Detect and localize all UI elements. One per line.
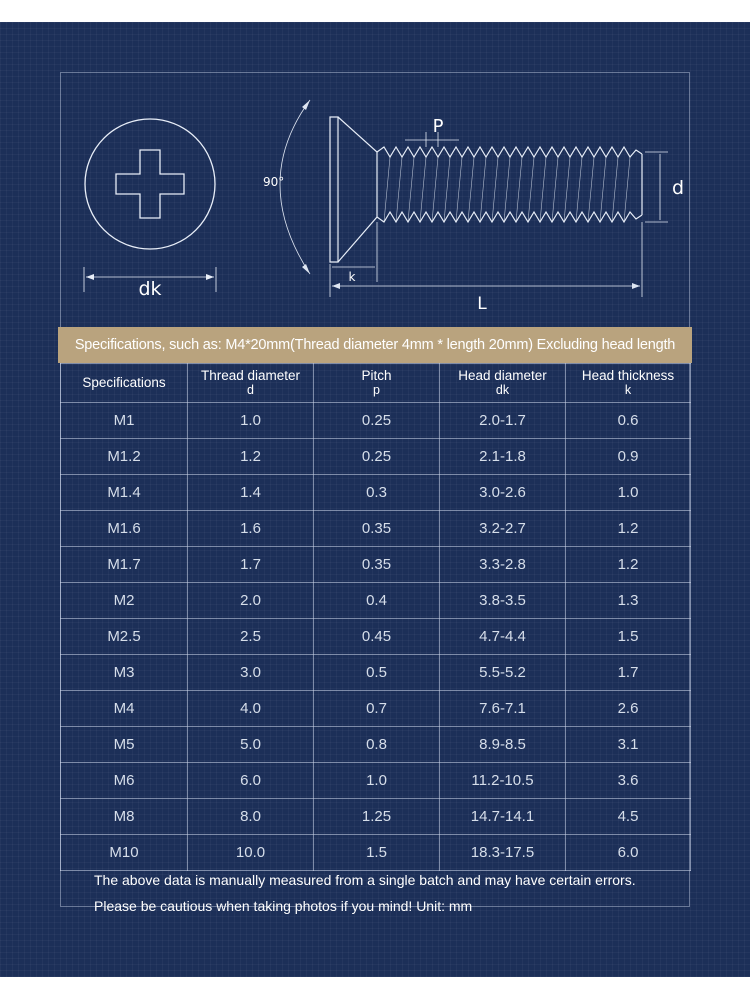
- table-cell: 11.2-10.5: [440, 763, 566, 799]
- diameter-label: d: [671, 177, 685, 199]
- specification-table: [60, 363, 691, 871]
- table-cell: 6.0: [566, 835, 691, 871]
- specification-banner: Specifications, such as: M4*20mm(Thread diameter 4mm * length 20mm) Excluding head length: [58, 327, 692, 363]
- screw-diagram: [0, 22, 750, 322]
- table-row: [61, 439, 691, 475]
- column-header: [566, 364, 691, 403]
- table-cell: 0.25: [314, 439, 440, 475]
- table-cell: M4: [61, 691, 188, 727]
- table-cell: 2.0-1.7: [440, 403, 566, 439]
- table-cell: 5.5-5.2: [440, 655, 566, 691]
- table-cell: 1.4: [188, 475, 314, 511]
- table-row: [61, 763, 691, 799]
- column-header-label: Specifications: [82, 375, 166, 390]
- phillips-cross-icon: [116, 150, 184, 218]
- table-cell: 1.5: [314, 835, 440, 871]
- table-cell: 0.3: [314, 475, 440, 511]
- table-cell: 7.6-7.1: [440, 691, 566, 727]
- column-header: [440, 364, 566, 403]
- table-cell: 0.6: [566, 403, 691, 439]
- table-cell: 4.5: [566, 799, 691, 835]
- table-cell: 3.0: [188, 655, 314, 691]
- column-header-label: Head thickness: [581, 368, 675, 383]
- column-header: [61, 364, 188, 403]
- table-cell: 0.8: [314, 727, 440, 763]
- table-cell: 0.25: [314, 403, 440, 439]
- table-row: [61, 655, 691, 691]
- table-cell: 10.0: [188, 835, 314, 871]
- table-cell: 3.3-2.8: [440, 547, 566, 583]
- table-row: [61, 835, 691, 871]
- table-cell: 0.5: [314, 655, 440, 691]
- column-header: [188, 364, 314, 403]
- table-body: [61, 403, 691, 871]
- table-cell: 8.0: [188, 799, 314, 835]
- table-cell: 1.7: [188, 547, 314, 583]
- column-header-label: Thread diameter: [200, 368, 301, 383]
- table-cell: 3.0-2.6: [440, 475, 566, 511]
- table-row: [61, 547, 691, 583]
- screw-head-top-view: [84, 119, 216, 292]
- table-cell: 1.2: [188, 439, 314, 475]
- table-cell: 3.6: [566, 763, 691, 799]
- table-cell: M1.6: [61, 511, 188, 547]
- column-header-label: Head diameter: [458, 368, 547, 383]
- table-cell: M10: [61, 835, 188, 871]
- table-cell: 0.4: [314, 583, 440, 619]
- k-label: k: [348, 270, 356, 284]
- table-cell: 2.5: [188, 619, 314, 655]
- table-row: [61, 475, 691, 511]
- table-cell: M3: [61, 655, 188, 691]
- blueprint-background: [0, 22, 750, 977]
- column-header-symbol: d: [247, 383, 254, 397]
- table-cell: 1.0: [314, 763, 440, 799]
- table-cell: 1.25: [314, 799, 440, 835]
- column-header-label: Pitch: [361, 368, 392, 383]
- table-cell: 1.2: [566, 511, 691, 547]
- table-cell: 14.7-14.1: [440, 799, 566, 835]
- column-header-symbol: dk: [495, 383, 510, 397]
- table-cell: M1.2: [61, 439, 188, 475]
- table-cell: 3.8-3.5: [440, 583, 566, 619]
- table-cell: 0.35: [314, 511, 440, 547]
- table-cell: 1.6: [188, 511, 314, 547]
- table-cell: M2: [61, 583, 188, 619]
- table-row: [61, 691, 691, 727]
- disclaimer-note: The above data is manually measured from a single batch and may have certain errors.: [94, 872, 636, 888]
- table-cell: 3.1: [566, 727, 691, 763]
- table-cell: 18.3-17.5: [440, 835, 566, 871]
- table-row: [61, 403, 691, 439]
- table-cell: M2.5: [61, 619, 188, 655]
- table-cell: 0.9: [566, 439, 691, 475]
- column-header-symbol: k: [624, 383, 632, 397]
- table-row: [61, 619, 691, 655]
- table-cell: 0.35: [314, 547, 440, 583]
- table-cell: M5: [61, 727, 188, 763]
- angle-arc: [280, 100, 310, 274]
- table-cell: 4.0: [188, 691, 314, 727]
- table-row: [61, 511, 691, 547]
- table-cell: 6.0: [188, 763, 314, 799]
- table-cell: 8.9-8.5: [440, 727, 566, 763]
- diameter-dimension: [645, 152, 668, 222]
- dk-label: dk: [138, 278, 162, 300]
- length-label: L: [477, 294, 487, 314]
- table-cell: 0.7: [314, 691, 440, 727]
- table-cell: 1.0: [566, 475, 691, 511]
- pitch-label: P: [432, 116, 444, 137]
- table-cell: M1.4: [61, 475, 188, 511]
- column-header-symbol: p: [373, 383, 380, 397]
- table-cell: 3.2-2.7: [440, 511, 566, 547]
- table-cell: 5.0: [188, 727, 314, 763]
- table-cell: M1: [61, 403, 188, 439]
- table-cell: M8: [61, 799, 188, 835]
- table-cell: M1.7: [61, 547, 188, 583]
- table-cell: 4.7-4.4: [440, 619, 566, 655]
- table-cell: 1.5: [566, 619, 691, 655]
- table-cell: 0.45: [314, 619, 440, 655]
- table-cell: 1.7: [566, 655, 691, 691]
- table-cell: 2.6: [566, 691, 691, 727]
- table-row: [61, 583, 691, 619]
- table-cell: 1.2: [566, 547, 691, 583]
- table-cell: M6: [61, 763, 188, 799]
- table-cell: 2.1-1.8: [440, 439, 566, 475]
- table-cell: 1.3: [566, 583, 691, 619]
- table-row: [61, 727, 691, 763]
- table-cell: 1.0: [188, 403, 314, 439]
- table-row: [61, 799, 691, 835]
- table-header-row: [61, 364, 691, 403]
- unit-note: Please be cautious when taking photos if you mind! Unit: mm: [94, 898, 473, 914]
- table-cell: 2.0: [188, 583, 314, 619]
- column-header: [314, 364, 440, 403]
- angle-label: 90°: [263, 175, 285, 189]
- length-dimensions: [330, 222, 642, 297]
